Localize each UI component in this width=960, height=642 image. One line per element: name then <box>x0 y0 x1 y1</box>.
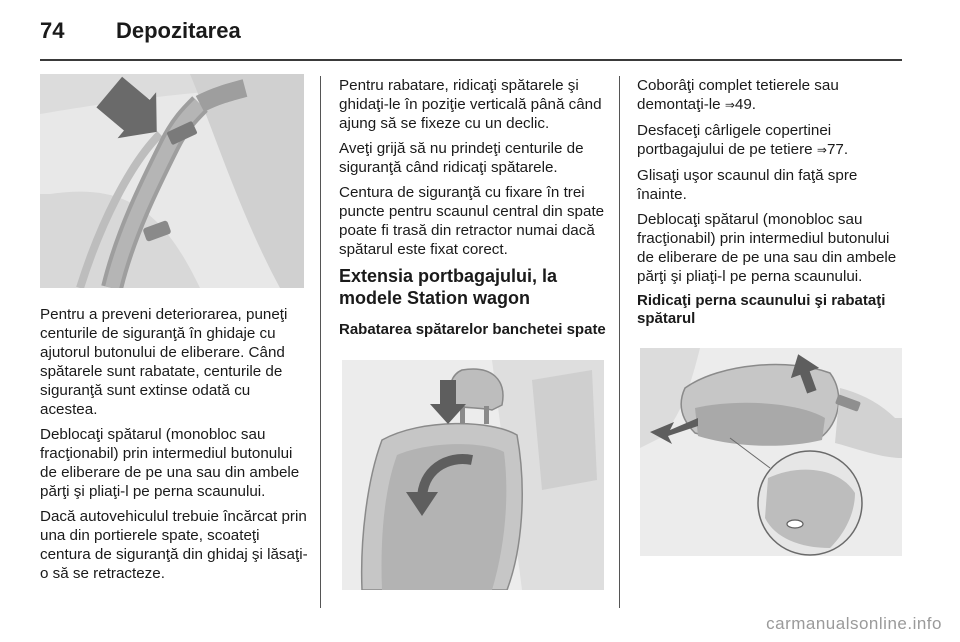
paragraph: Pentru a preveni deteriorarea, puneţi centurile de siguranţă în ghidaje cu ajutorul butonului de eliberare. Când spătarele sunt rabatate, centurile de siguranţă sunt extinse odată cu acestea. <box>40 306 288 418</box>
column-divider <box>320 76 321 608</box>
backrest-folding-illustration <box>342 360 604 590</box>
paragraph-text: Coborâţi complet tetierele sau demontaţi-le <box>637 77 839 113</box>
paragraph: Centura de siguranţă cu fixare în trei puncte pentru scaunul central din spate poate fi trasă din retractor numai dacă spătarul este fixat corect. <box>339 184 605 258</box>
paragraph-text: Desfaceţi cârligele copertinei portbagajului de pe tetiere <box>637 122 832 158</box>
page-title: Depozitarea <box>116 18 241 43</box>
column-1 <box>40 305 310 589</box>
watermark: carmanualsonline.info <box>766 614 942 633</box>
paragraph: Aveţi grijă să nu prindeţi centurile de siguranţă când ridicaţi spătarele. <box>339 140 584 176</box>
paragraph: Pentru rabatare, ridicaţi spătarele şi ghidaţi-le în poziţie verticală până când ajung să se fixeze cu un declic. <box>339 77 602 132</box>
header-rule <box>40 59 902 61</box>
paragraph: Deblocaţi spătarul (monobloc sau fracţionabil) prin intermediul butonului de eliberare de pe una sau din ambele părţi şi pliaţi-l pe perna scaunului. <box>637 211 897 285</box>
paragraph: Glisaţi uşor scaunul din faţă spre înainte. <box>637 167 858 203</box>
paragraph: Deblocaţi spătarul (monobloc sau fracţionabil) prin intermediul butonului de eliberare de pe una sau din ambele părţi şi pliaţi-l pe perna scaunului. <box>40 426 300 500</box>
page-number: 74 <box>40 18 65 43</box>
column-3 <box>637 76 905 334</box>
subsection-heading: Rabatarea spătarelor banchetei spate <box>339 321 606 338</box>
subsection-heading: Ridicaţi perna scaunului şi rabataţi spătarul <box>637 292 886 327</box>
page-reference-link[interactable]: ⇒ 49. <box>725 96 756 113</box>
paragraph <box>637 76 905 115</box>
section-heading: Extensia portbagajului, la modele Station wagon <box>339 266 558 308</box>
column-divider <box>619 76 620 608</box>
paragraph: Dacă autovehiculul trebuie încărcat prin una din portierele spate, scoateţi centura de siguranţă din ghidaj şi lăsaţi-o să se retracteze. <box>40 508 308 582</box>
seatbelt-guide-illustration <box>40 74 304 288</box>
page-reference-link[interactable]: ⇒ 77. <box>817 141 848 158</box>
paragraph <box>637 121 905 160</box>
seat-cushion-raise-illustration <box>640 348 902 556</box>
column-2 <box>339 76 609 345</box>
